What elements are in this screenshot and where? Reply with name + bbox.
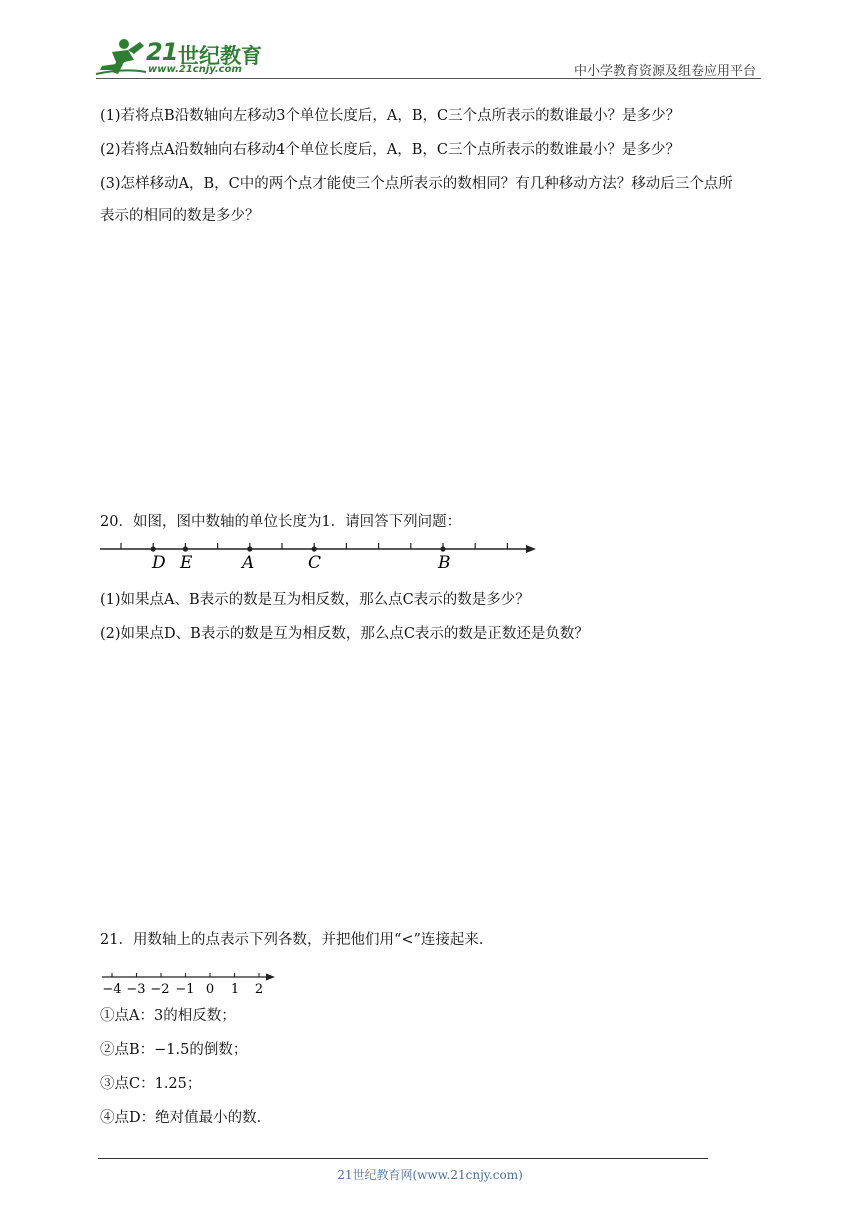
logo-text: 世纪教育	[178, 44, 262, 68]
footer-text: 21世纪教育网(www.21cnjy.com)	[337, 1168, 523, 1182]
tick-label: −1	[175, 982, 195, 997]
q21-item-1: ①点A：3的相反数；	[100, 1008, 236, 1024]
logo-url: www.21cnjy.com	[148, 64, 242, 75]
q20-part2: (2)如果点D、B表示的数是互为相反数，那么点C表示的数是正数还是负数？	[100, 626, 589, 642]
site-name: 中小学教育资源及组卷应用平台	[573, 64, 756, 79]
footer-rule	[98, 1158, 708, 1159]
q19-part3a: (3)怎样移动A，B，C中的两个点才能使三个点所表示的数相同？有几种移动方法？移动后三个点所	[100, 176, 733, 192]
q21-stem: 21．用数轴上的点表示下列各数，并把他们用“<”连接起来．	[100, 932, 494, 948]
q20-stem: 20．如图，图中数轴的单位长度为1．请回答下列问题：	[100, 514, 462, 530]
q21-item-3: ③点C：1.25；	[100, 1076, 202, 1092]
point-dot	[440, 546, 445, 551]
point-label-c: C	[308, 553, 322, 573]
q21-item-2: ②点B：−1.5的倒数；	[100, 1042, 248, 1058]
point-dot	[247, 546, 252, 551]
axis-arrow-icon	[266, 974, 275, 981]
q20-part1: (1)如果点A、B表示的数是互为相反数，那么点C表示的数是多少？	[100, 592, 530, 608]
tick-label: −2	[150, 982, 170, 997]
point-label-a: A	[242, 553, 255, 573]
q20-number-line	[96, 536, 540, 576]
tick-label: 1	[230, 982, 240, 997]
tick-label: 2	[254, 982, 264, 997]
point-label-b: B	[438, 553, 451, 573]
q21-number-line	[98, 968, 280, 998]
point-dot	[312, 546, 317, 551]
tick-label: 0	[205, 982, 215, 997]
tick-label: −4	[102, 982, 122, 997]
point-dot	[183, 546, 188, 551]
logo-number: 21	[146, 38, 178, 66]
point-label-e: E	[180, 553, 193, 573]
q21-item-4: ④点D：绝对值最小的数．	[100, 1110, 272, 1126]
point-label-d: D	[152, 553, 166, 573]
header-rule	[96, 78, 761, 79]
tick-label: −3	[126, 982, 146, 997]
axis-arrow-icon	[526, 545, 536, 553]
q19-part2: (2)若将点A沿数轴向右移动4个单位长度后，A，B，C三个点所表示的数谁最小？是多少？	[100, 142, 680, 158]
q19-part3b: 表示的相同的数是多少？	[100, 208, 260, 224]
point-dot	[151, 546, 156, 551]
q19-part1: (1)若将点B沿数轴向左移动3个单位长度后，A，B，C三个点所表示的数谁最小？是多少？	[100, 108, 681, 124]
